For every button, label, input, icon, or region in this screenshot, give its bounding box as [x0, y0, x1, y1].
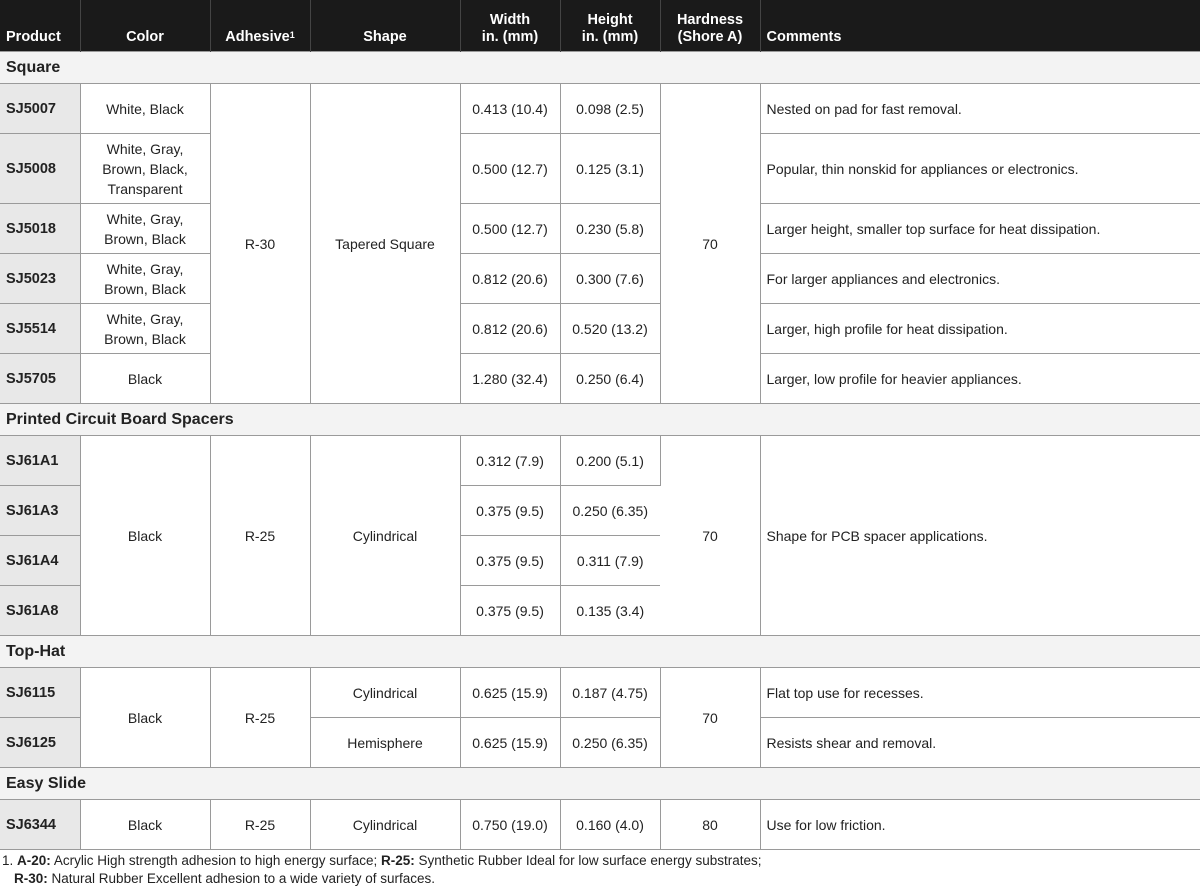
width-cell: 0.625 (15.9) — [460, 718, 560, 768]
header-product: Product — [0, 0, 80, 52]
width-cell: 0.413 (10.4) — [460, 84, 560, 134]
table-row — [0, 84, 1200, 134]
table-row — [0, 254, 1200, 304]
header-adhesive-label: Adhesive — [225, 29, 290, 45]
footnote-r30-text: Natural Rubber Excellent adhesion to a wide variety of surfaces. — [51, 871, 435, 886]
product-cell: SJ6344 — [0, 800, 80, 850]
comment-cell: Flat top use for recesses. — [760, 668, 1200, 718]
table-row — [0, 800, 1200, 850]
height-cell: 0.250 (6.35) — [560, 486, 660, 536]
shape-cell: Hemisphere — [310, 718, 460, 768]
table-row — [0, 436, 1200, 486]
comment-cell: Shape for PCB spacer applications. — [760, 436, 1200, 636]
footnote-a20-text: Acrylic High strength adhesion to high energy surface; — [53, 853, 378, 868]
table-row — [0, 668, 1200, 718]
table-row — [0, 304, 1200, 354]
table-row — [0, 204, 1200, 254]
width-cell: 0.812 (20.6) — [460, 304, 560, 354]
height-cell: 0.160 (4.0) — [560, 800, 660, 850]
footnote-a20-label: A-20: — [17, 853, 51, 868]
header-color: Color — [80, 0, 210, 52]
color-cell: Black — [80, 354, 210, 404]
product-cell: SJ5008 — [0, 134, 80, 204]
section-title-easyslide: Easy Slide — [0, 768, 1200, 800]
section-title-tophat: Top-Hat — [0, 636, 1200, 668]
product-cell: SJ61A3 — [0, 486, 80, 536]
footnote-r25-text: Synthetic Rubber Ideal for low surface energy substrates; — [418, 853, 762, 868]
hardness-cell: 70 — [660, 84, 760, 404]
footnote-line-2 — [2, 870, 1200, 888]
section-title-square: Square — [0, 52, 1200, 84]
header-width-line1: Width — [489, 12, 531, 28]
height-cell: 0.250 (6.4) — [560, 354, 660, 404]
width-cell: 0.312 (7.9) — [460, 436, 560, 486]
shape-cell: Tapered Square — [310, 84, 460, 404]
comment-cell: Nested on pad for fast removal. — [760, 84, 1200, 134]
product-cell: SJ5705 — [0, 354, 80, 404]
adhesive-cell: R-25 — [210, 436, 310, 636]
height-cell: 0.200 (5.1) — [560, 436, 660, 486]
width-cell: 0.500 (12.7) — [460, 134, 560, 204]
product-cell: SJ5018 — [0, 204, 80, 254]
hardness-cell: 80 — [660, 800, 760, 850]
header-height-line2: in. (mm) — [581, 29, 639, 45]
header-adhesive — [210, 0, 310, 52]
height-cell: 0.187 (4.75) — [560, 668, 660, 718]
header-height-line1: Height — [587, 12, 633, 28]
color-cell: Black — [80, 668, 210, 768]
height-cell: 0.311 (7.9) — [560, 536, 660, 586]
width-cell: 0.625 (15.9) — [460, 668, 560, 718]
product-cell: SJ5023 — [0, 254, 80, 304]
product-cell: SJ6125 — [0, 718, 80, 768]
color-cell: White, Gray, Brown, Black — [80, 254, 210, 304]
comment-cell: Larger, high profile for heat dissipation. — [760, 304, 1200, 354]
shape-cell: Cylindrical — [310, 436, 460, 636]
comment-cell: For larger appliances and electronics. — [760, 254, 1200, 304]
adhesive-cell: R-30 — [210, 84, 310, 404]
width-cell: 0.500 (12.7) — [460, 204, 560, 254]
adhesive-cell: R-25 — [210, 800, 310, 850]
height-cell: 0.520 (13.2) — [560, 304, 660, 354]
header-shape: Shape — [310, 0, 460, 52]
comment-cell: Resists shear and removal. — [760, 718, 1200, 768]
shape-cell: Cylindrical — [310, 668, 460, 718]
header-hardness-line1: Hardness — [676, 12, 744, 28]
header-hardness-line2: (Shore A) — [677, 29, 743, 45]
comment-cell: Larger, low profile for heavier appliances. — [760, 354, 1200, 404]
color-cell: White, Gray, Brown, Black — [80, 304, 210, 354]
height-cell: 0.125 (3.1) — [560, 134, 660, 204]
height-cell: 0.300 (7.6) — [560, 254, 660, 304]
height-cell: 0.135 (3.4) — [560, 586, 660, 636]
section-title-pcb: Printed Circuit Board Spacers — [0, 404, 1200, 436]
color-cell: White, Gray, Brown, Black — [80, 204, 210, 254]
header-comments: Comments — [760, 0, 1200, 52]
height-cell: 0.230 (5.8) — [560, 204, 660, 254]
hardness-cell: 70 — [660, 436, 760, 636]
width-cell: 0.375 (9.5) — [460, 486, 560, 536]
comment-cell: Use for low friction. — [760, 800, 1200, 850]
product-cell: SJ5007 — [0, 84, 80, 134]
width-cell: 0.750 (19.0) — [460, 800, 560, 850]
header-height — [560, 0, 660, 52]
product-cell: SJ61A8 — [0, 586, 80, 636]
color-cell: White, Black — [80, 84, 210, 134]
width-cell: 0.375 (9.5) — [460, 536, 560, 586]
width-cell: 0.812 (20.6) — [460, 254, 560, 304]
footnote-r30-label: R-30: — [14, 871, 48, 886]
footnote-line-1 — [2, 852, 1200, 870]
footnote-number: 1. — [2, 853, 14, 868]
footnote-r25-label: R-25: — [381, 853, 415, 868]
comment-cell: Larger height, smaller top surface for heat dissipation. — [760, 204, 1200, 254]
width-cell: 1.280 (32.4) — [460, 354, 560, 404]
product-cell: SJ6115 — [0, 668, 80, 718]
header-hardness — [660, 0, 760, 52]
footnote-marker: 1 — [289, 30, 295, 40]
color-cell: Black — [80, 436, 210, 636]
header-width — [460, 0, 560, 52]
height-cell: 0.250 (6.35) — [560, 718, 660, 768]
height-cell: 0.098 (2.5) — [560, 84, 660, 134]
hardness-cell: 70 — [660, 668, 760, 768]
header-width-line2: in. (mm) — [481, 29, 539, 45]
product-cell: SJ61A4 — [0, 536, 80, 586]
product-cell: SJ5514 — [0, 304, 80, 354]
width-cell: 0.375 (9.5) — [460, 586, 560, 636]
footnote — [0, 850, 1200, 888]
color-cell: White, Gray, Brown, Black, Transparent — [80, 134, 210, 204]
adhesive-cell: R-25 — [210, 668, 310, 768]
color-cell: Black — [80, 800, 210, 850]
table-row — [0, 134, 1200, 204]
header-row — [0, 0, 1200, 52]
shape-cell: Cylindrical — [310, 800, 460, 850]
comment-cell: Popular, thin nonskid for appliances or electronics. — [760, 134, 1200, 204]
product-cell: SJ61A1 — [0, 436, 80, 486]
table-row — [0, 354, 1200, 404]
